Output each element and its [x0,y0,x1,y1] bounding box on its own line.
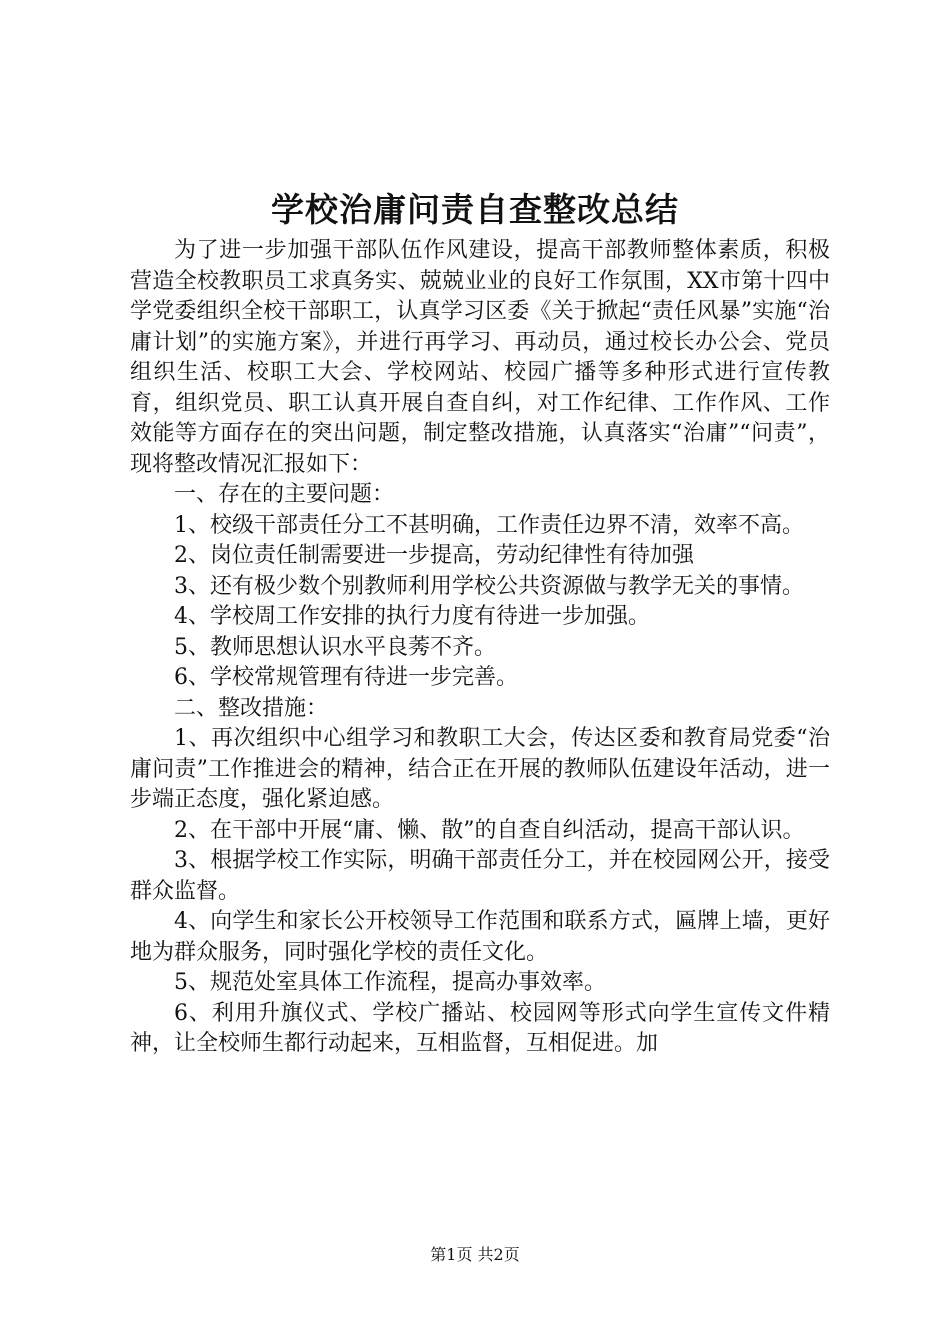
measure-item-1: 1、再次组织中心组学习和教职工大会，传达区委和教育局党委“治庸问责”工作推进会的精神，结合正在开展的教师队伍建设年活动，进一步端正态度，强化紧迫感。 [130,726,830,812]
problem-item-2: 2、岗位责任制需要进一步提高，劳动纪律性有待加强 [174,543,694,568]
document-title: 学校治庸问责自查整改总结 [271,190,679,229]
measure-item-5: 5、规范处室具体工作流程，提高办事效率。 [174,970,606,995]
problem-item-4: 4、学校周工作安排的执行力度有待进一步加强。 [174,604,650,629]
problem-item-6: 6、学校常规管理有待进一步完善。 [174,665,518,690]
problem-item-1: 1、校级干部责任分工不甚明确，工作责任边界不清，效率不高。 [174,512,804,538]
measure-item-3: 3、根据学校工作实际，明确干部责任分工，并在校园网公开，接受群众监督。 [130,848,830,904]
measure-item-2: 2、在干部中开展“庸、懒、散”的自查自纠活动，提高干部认识。 [174,817,805,843]
measure-item-6: 6、利用升旗仪式、学校广播站、校园网等形式向学生宣传文件精神，让全校师生都行动起来，互相监督，互相促进。加 [130,1000,830,1056]
section-heading-problems: 一、存在的主要问题： [174,482,395,507]
measure-item-4: 4、向学生和家长公开校领导工作范围和联系方式，匾牌上墙，更好地为群众服务，同时强化学校的责任文化。 [130,909,830,965]
intro-paragraph: 为了进一步加强干部队伍作风建设，提高干部教师整体素质，积极营造全校教职员工求真务实、兢兢业业的良好工作氛围，XX市第十四中学党委组织全校干部职工，认真学习区委《关于掀起“责任风暴”实施“治庸计划”的实施方案》，并进行再学习、再动员，通过校长办公会、党员组织生活、校职工大会、学校网站、校园广播等多种形式进行宣传教育，组织党员、职工认真开展自查自纠，对工作纪律、工作作风、工作效能等方面存在的突出问题，制定整改措施，认真落实“治庸”“问责”，现将整改情况汇报如下： [130,238,830,477]
document-body [130,236,830,1060]
problem-item-3: 3、还有极少数个别教师利用学校公共资源做与教学无关的事情。 [174,573,804,599]
page-footer: 第1页 共2页 [430,1245,520,1264]
section-heading-measures: 二、整改措施： [174,695,329,721]
problem-item-5: 5、教师思想认识水平良莠不齐。 [174,634,496,660]
